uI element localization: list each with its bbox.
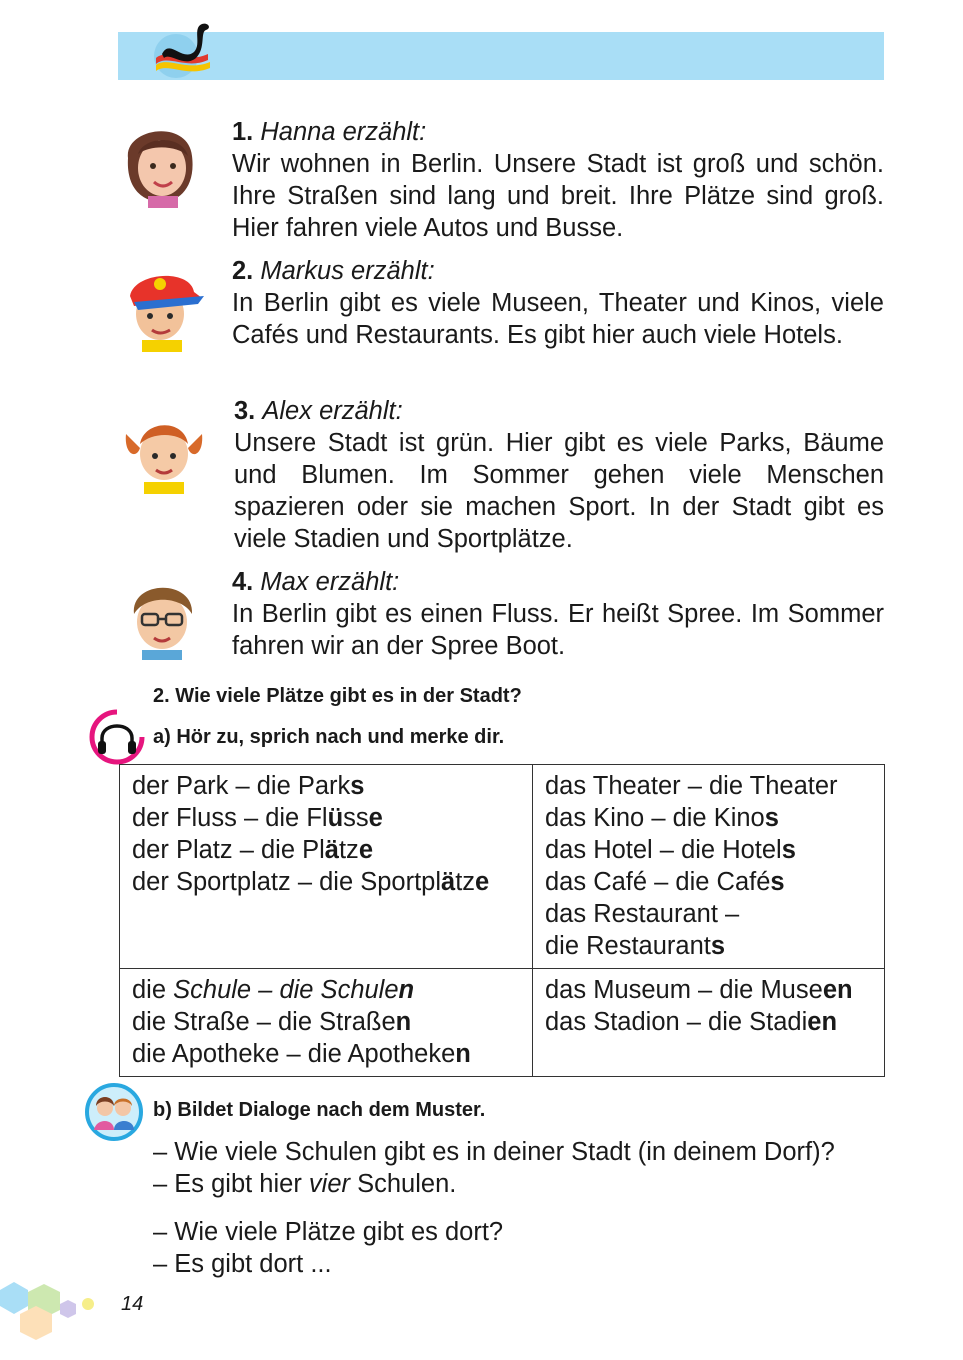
- vocab-line: die Schule – die Schulen: [132, 976, 415, 1004]
- dialog-example-1: [153, 1136, 835, 1200]
- vocab-table: [119, 764, 885, 1077]
- vocab-line: das Kino – die Kinos: [545, 804, 779, 832]
- story-hanna: [232, 116, 884, 244]
- dialog-question: – Wie viele Plätze gibt es dort?: [153, 1218, 504, 1246]
- alex-avatar-icon: [122, 404, 206, 494]
- max-avatar-icon: [120, 570, 204, 660]
- vocab-line: das Café – die Cafés: [545, 868, 785, 896]
- story-number: 2.: [232, 257, 254, 285]
- dialog-answer: – Es gibt dort ...: [153, 1250, 332, 1278]
- story-text: Wir wohnen in Berlin. Unsere Stadt ist groß und schön. Ihre Straßen sind lang und breit. Ihre Plätze sind groß. Hier fahren viele Autos und Busse.: [232, 150, 884, 242]
- vocab-line: das Hotel – die Hotels: [545, 836, 796, 864]
- exercise-heading: 2. Wie viele Plätze gibt es in der Stadt?: [153, 685, 522, 707]
- vocab-line: die Apotheke – die Apotheken: [132, 1040, 471, 1068]
- hexagon-decoration-icon: [0, 1280, 110, 1360]
- page-number: 14: [121, 1293, 144, 1315]
- vocab-cell: [120, 765, 533, 969]
- story-number: 1.: [232, 118, 254, 146]
- hanna-avatar-icon: [118, 118, 202, 208]
- dialog-example-2: [153, 1216, 503, 1280]
- story-alex: [234, 395, 884, 555]
- story-speaker: Hanna erzählt:: [260, 118, 427, 146]
- dialog-question: – Wie viele Schulen gibt es in deiner Stadt (in deinem Dorf)?: [153, 1138, 835, 1166]
- table-row: [120, 765, 885, 969]
- vocab-line: der Platz – die Plätze: [132, 836, 373, 864]
- vocab-cell: [120, 969, 533, 1077]
- headphones-icon: [88, 708, 146, 766]
- vocab-line: der Fluss – die Flüsse: [132, 804, 383, 832]
- vocab-line: das Theater – die Theater: [545, 772, 838, 800]
- vocab-line: der Park – die Parks: [132, 772, 365, 800]
- table-row: [120, 969, 885, 1077]
- vocab-line: das Restaurant –: [545, 900, 740, 928]
- pair-work-icon: [84, 1082, 144, 1142]
- markus-avatar-icon: [120, 262, 204, 352]
- dialog-answer: [153, 1168, 835, 1200]
- vocab-line: die Straße – die Straßen: [132, 1008, 412, 1036]
- vocab-line: der Sportplatz – die Sportplätze: [132, 868, 490, 896]
- story-speaker: Max erzählt:: [260, 568, 400, 596]
- vocab-line: die Restaurants: [545, 932, 726, 960]
- vocab-line: das Stadion – die Stadien: [545, 1008, 838, 1036]
- answer-text: Schulen.: [350, 1170, 457, 1198]
- vocab-cell: [533, 969, 885, 1077]
- vocab-line: das Museum – die Museen: [545, 976, 853, 1004]
- story-speaker: Markus erzählt:: [260, 257, 435, 285]
- story-number: 4.: [232, 568, 254, 596]
- story-max: [232, 566, 884, 662]
- german-swan-logo-icon: [146, 18, 218, 82]
- story-number: 3.: [234, 397, 256, 425]
- vocab-cell: [533, 765, 885, 969]
- answer-text: – Es gibt hier: [153, 1170, 309, 1198]
- story-text: In Berlin gibt es einen Fluss. Er heißt Spree. Im Sommer fahren wir an der Spree Boot.: [232, 600, 884, 660]
- story-speaker: Alex erzählt:: [262, 397, 403, 425]
- exercise-part-b: b) Bildet Dialoge nach dem Muster.: [153, 1099, 486, 1121]
- exercise-part-a: a) Hör zu, sprich nach und merke dir.: [153, 726, 505, 748]
- answer-number: vier: [308, 1170, 351, 1198]
- story-text: In Berlin gibt es viele Museen, Theater und Kinos, viele Cafés und Restaurants. Es gibt hier auch viele Hotels.: [232, 289, 884, 349]
- header-band: [118, 32, 884, 80]
- story-text: Unsere Stadt ist grün. Hier gibt es viele Parks, Bäume und Blumen. Im Sommer gehen viele Menschen spazieren oder sie machen Sport. In der Stadt gibt es viele Stadien und Sportplätze.: [234, 429, 884, 553]
- story-markus: [232, 255, 884, 351]
